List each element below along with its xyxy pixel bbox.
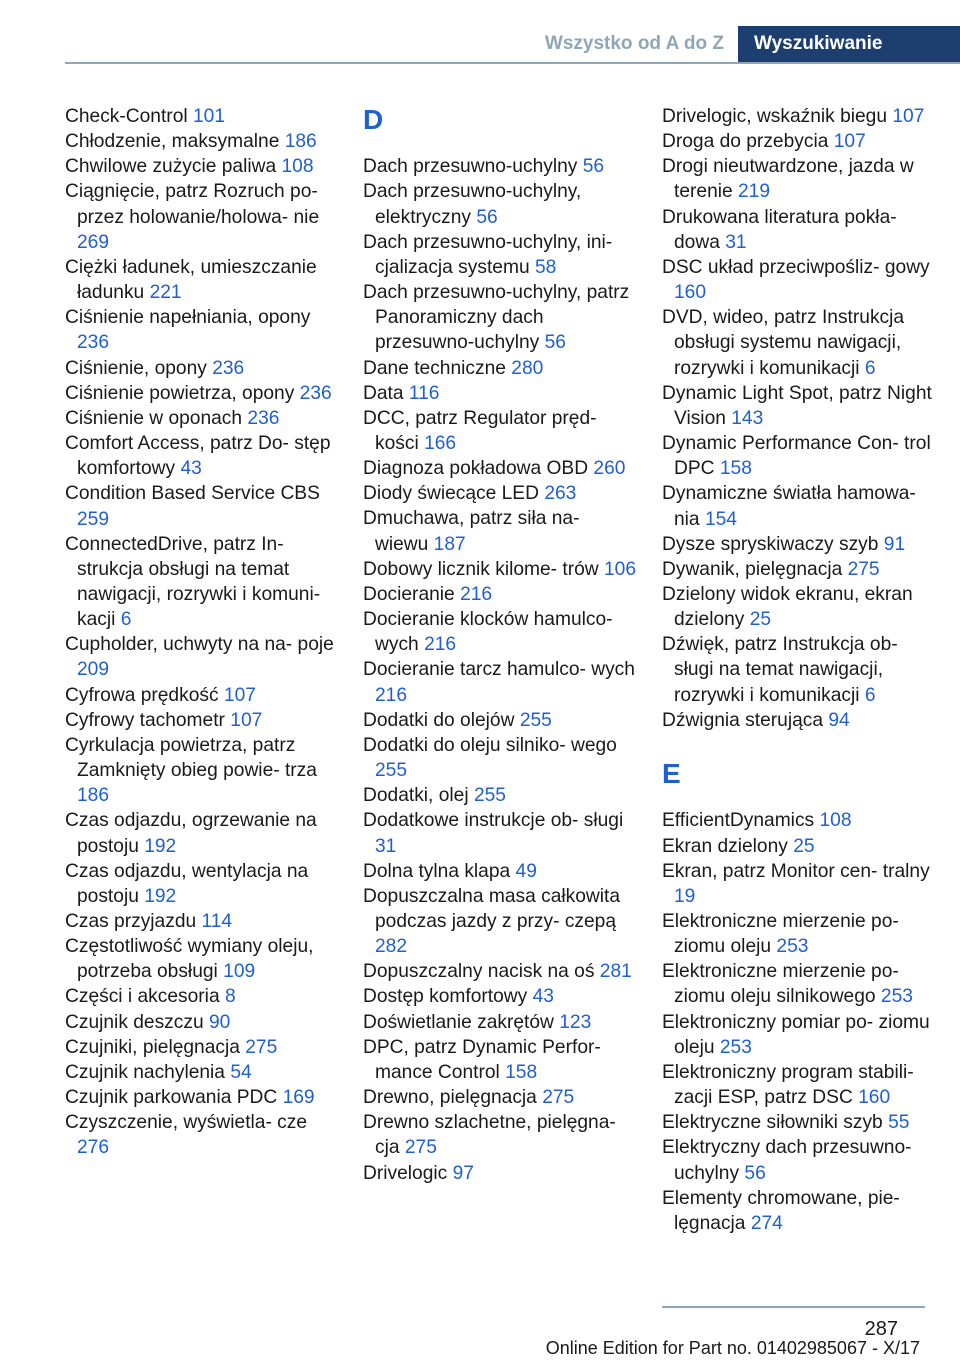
index-page-link[interactable]: 56 xyxy=(476,206,498,228)
index-entry xyxy=(662,859,937,909)
index-entry-term: DVD, wideo, patrz Instrukcja obsługi systemu nawigacji, rozrywki i komunikacji xyxy=(662,307,905,379)
index-entry-term: Ciśnienie napełniania, opony xyxy=(65,307,311,329)
index-entry xyxy=(65,984,340,1009)
index-entry xyxy=(662,481,937,531)
header-tabs xyxy=(529,26,960,62)
index-entry-term: Diagnoza pokładowa OBD xyxy=(363,458,589,480)
index-entry xyxy=(65,708,340,733)
index-page-link[interactable]: 109 xyxy=(223,961,256,983)
index-entry-term: Dach przesuwno-uchylny, patrz Panoramiczny dach przesuwno-uchylny xyxy=(363,282,630,354)
index-page-link[interactable]: 253 xyxy=(776,936,809,958)
index-entry xyxy=(363,1010,638,1035)
index-entry xyxy=(363,733,638,783)
index-entry-term: Dobowy licznik kilome‐ trów xyxy=(363,558,599,580)
index-page-link[interactable]: 19 xyxy=(674,885,696,907)
index-page-link[interactable]: 280 xyxy=(511,357,544,379)
index-entry-term: Dmuchawa, patrz siła na‐ wiewu xyxy=(363,508,580,555)
index-page-link[interactable]: 169 xyxy=(282,1087,315,1109)
index-entry xyxy=(363,984,638,1009)
index-page-link[interactable]: 6 xyxy=(864,357,876,379)
index-page-link[interactable]: 275 xyxy=(404,1137,437,1159)
index-entry xyxy=(662,431,937,481)
index-entry xyxy=(363,783,638,808)
index-entry-term: Dysze spryskiwaczy szyb xyxy=(662,533,879,555)
index-entry xyxy=(662,104,937,129)
footer-divider xyxy=(662,1306,925,1308)
index-page-link[interactable]: 154 xyxy=(704,508,737,530)
index-entry-term: DCC, patrz Regulator pręd‐ kości xyxy=(363,407,597,455)
index-entry xyxy=(363,481,638,506)
index-entry-term: Elektryczny dach przesuwno- uchylny xyxy=(662,1137,912,1184)
index-entry-term: ConnectedDrive, patrz In‐ strukcja obsługi na temat nawigacji, rozrywki i komuni‐ kacji xyxy=(65,533,321,631)
index-column-3 xyxy=(662,104,937,1236)
index-entry-term: Dodatkowe instrukcje ob‐ sługi xyxy=(363,810,624,832)
index-page-link[interactable]: 91 xyxy=(883,533,906,555)
index-entry-term: Comfort Access, patrz Do‐ stęp komfortowy xyxy=(65,433,331,480)
index-column-1 xyxy=(65,104,340,1161)
index-column-2 xyxy=(363,104,638,1186)
index-page-link[interactable]: 253 xyxy=(719,1036,752,1058)
index-page-link[interactable]: 263 xyxy=(544,483,577,505)
index-entry-term: Czas odjazdu, wentylacja na postoju xyxy=(65,860,309,907)
index-entry xyxy=(65,1110,340,1160)
index-entry xyxy=(65,909,340,934)
index-page-link[interactable]: 192 xyxy=(144,835,177,857)
index-entry xyxy=(363,1161,638,1186)
index-page-link[interactable]: 255 xyxy=(473,785,506,807)
index-page-link[interactable]: 259 xyxy=(77,508,110,530)
index-entry-term: Dźwięk, patrz Instrukcja ob‐ sługi na temat nawigacji, rozrywki i komunikacji xyxy=(662,634,898,706)
index-entry-term: Elektroniczny program stabili‐ zacji ESP, patrz DSC xyxy=(662,1061,914,1109)
index-page-link[interactable]: 216 xyxy=(424,634,457,656)
index-entry-term: Elektroniczne mierzenie po‐ ziomu oleju silnikowego xyxy=(662,961,899,1008)
index-entry-term: Ciśnienie, opony xyxy=(65,357,207,379)
index-page-link[interactable]: 236 xyxy=(77,332,110,354)
index-page-link[interactable]: 6 xyxy=(120,609,132,631)
index-entry xyxy=(65,481,340,531)
index-entry xyxy=(65,154,340,179)
index-entry xyxy=(65,632,340,682)
index-entry-term: Docieranie tarcz hamulco‐ wych xyxy=(363,659,635,681)
index-entry xyxy=(363,381,638,406)
index-entry xyxy=(662,1135,937,1185)
index-entry xyxy=(363,456,638,481)
index-page-link[interactable]: 216 xyxy=(375,684,408,706)
index-entry-term: Drewno, pielęgnacja xyxy=(363,1087,537,1109)
index-page-link[interactable]: 49 xyxy=(515,860,537,882)
index-page-link[interactable]: 236 xyxy=(247,407,280,429)
index-entry xyxy=(662,532,937,557)
index-page-link[interactable]: 58 xyxy=(534,256,557,278)
index-page-link[interactable]: 107 xyxy=(223,684,256,706)
index-entry xyxy=(65,1060,340,1085)
index-entry-term: Części i akcesoria xyxy=(65,986,220,1008)
index-entry xyxy=(363,582,638,607)
index-entry-term: Czujniki, pielęgnacja xyxy=(65,1036,240,1058)
index-page-link[interactable]: 275 xyxy=(245,1036,278,1058)
index-page-link[interactable]: 260 xyxy=(593,458,626,480)
index-entry xyxy=(65,1010,340,1035)
index-page-link[interactable]: 108 xyxy=(819,810,852,832)
index-entry-term: Data xyxy=(363,382,404,404)
index-entry-term: Ekran dzielony xyxy=(662,835,788,857)
index-entry xyxy=(363,280,638,355)
index-page-link[interactable]: 56 xyxy=(582,156,605,178)
index-page-link[interactable]: 54 xyxy=(230,1061,252,1083)
page-number: 287 xyxy=(864,1318,898,1340)
index-entry-term: Doświetlanie zakrętów xyxy=(363,1011,554,1033)
index-entry xyxy=(65,431,340,481)
index-entry xyxy=(662,834,937,859)
index-entry xyxy=(363,607,638,657)
active-tab-search[interactable]: Wyszukiwanie xyxy=(738,26,960,62)
index-entry xyxy=(662,305,937,380)
index-page-link[interactable]: 43 xyxy=(180,458,202,480)
index-page-link[interactable]: 192 xyxy=(144,885,177,907)
index-entry-term: Drukowana literatura pokła‐ dowa xyxy=(662,206,897,253)
index-entry-term: Dodatki do olejów xyxy=(363,709,515,731)
index-entry-term: Czujnik parkowania PDC xyxy=(65,1087,278,1109)
index-page-link[interactable]: 160 xyxy=(858,1087,891,1109)
index-entry-term: Ciężki ładunek, umieszczanie ładunku xyxy=(65,256,317,304)
index-page-link[interactable]: 269 xyxy=(77,231,110,253)
index-page-link[interactable]: 123 xyxy=(559,1011,592,1033)
index-page-link[interactable]: 253 xyxy=(880,986,913,1008)
index-page-link[interactable]: 56 xyxy=(744,1162,766,1184)
index-entry-term: Dynamic Light Spot, patrz Night Vision xyxy=(662,382,932,429)
index-entry-term: Check-Control xyxy=(65,106,188,127)
index-entry-term: Częstotliwość wymiany oleju, potrzeba obsługi xyxy=(65,936,314,983)
index-entry xyxy=(363,884,638,959)
index-entry-term: Dzielony widok ekranu, ekran dzielony xyxy=(662,583,913,631)
index-entry xyxy=(363,230,638,280)
index-entry xyxy=(65,934,340,984)
index-entry-term: Cyfrowy tachometr xyxy=(65,709,225,731)
index-page-link[interactable]: 8 xyxy=(224,986,236,1008)
index-entry-term: Dywanik, pielęgnacja xyxy=(662,558,843,580)
index-page-link[interactable]: 106 xyxy=(603,558,636,580)
index-page-link[interactable]: 275 xyxy=(542,1087,575,1109)
index-entry-term: Ciśnienie powietrza, opony xyxy=(65,382,295,404)
index-entry-term: Czas odjazdu, ogrzewanie na postoju xyxy=(65,810,317,857)
index-entry-term: Elementy chromowane, pie‐ lęgnacja xyxy=(662,1187,900,1234)
index-entry-term: Dynamiczne światła hamowa‐ nia xyxy=(662,483,916,530)
index-page-link[interactable]: 90 xyxy=(208,1011,231,1033)
index-entry xyxy=(662,129,937,154)
index-page-link[interactable]: 25 xyxy=(793,835,815,857)
index-entry xyxy=(65,305,340,355)
index-entry xyxy=(363,808,638,858)
index-page-link[interactable]: 216 xyxy=(460,583,493,605)
index-entry-term: Ciągnięcie, patrz Rozruch po‐ przez holowanie/holowa‐ nie xyxy=(65,181,320,228)
index-entry-term: Dach przesuwno-uchylny xyxy=(363,156,578,178)
index-entry xyxy=(65,356,340,381)
index-page-link[interactable]: 108 xyxy=(281,156,314,178)
index-page-link[interactable]: 274 xyxy=(750,1212,783,1234)
index-entry xyxy=(363,959,638,984)
index-entry-term: Dostęp komfortowy xyxy=(363,986,528,1008)
index-page-link[interactable]: 97 xyxy=(452,1162,474,1184)
index-page-link[interactable]: 6 xyxy=(864,684,876,706)
index-entry xyxy=(363,406,638,456)
index-page-link[interactable]: 166 xyxy=(424,433,457,455)
index-entry-term: Dach przesuwno-uchylny, ini‐ cjalizacja systemu xyxy=(363,231,613,278)
index-page-link[interactable]: 186 xyxy=(284,131,317,153)
index-page-link[interactable]: 275 xyxy=(847,558,880,580)
index-entry xyxy=(662,708,937,733)
index-entry-term: Elektroniczne mierzenie po‐ ziomu oleju xyxy=(662,910,899,958)
index-entry-term: EfficientDynamics xyxy=(662,810,815,832)
index-entry xyxy=(65,255,340,305)
index-entry-term: Drewno szlachetne, pielęgna‐ cja xyxy=(363,1112,616,1159)
index-entry-term: Dach przesuwno-uchylny, elektryczny xyxy=(363,181,582,228)
section-tab[interactable]: Wszystko od A do Z xyxy=(544,33,724,54)
index-page-link[interactable]: 158 xyxy=(719,458,752,480)
index-page-link[interactable]: 236 xyxy=(299,382,332,404)
index-page-link[interactable]: 43 xyxy=(532,986,554,1008)
index-page-link[interactable]: 209 xyxy=(77,659,110,681)
index-entry-term: Drogi nieutwardzone, jazda w terenie xyxy=(662,156,914,203)
index-entry xyxy=(662,632,937,707)
index-entry xyxy=(363,1035,638,1085)
index-entry-term: Dolna tylna klapa xyxy=(363,860,511,882)
index-entry-term: Cyfrowa prędkość xyxy=(65,684,219,706)
index-page-link[interactable]: 186 xyxy=(77,785,110,807)
index-entry-term: Docieranie xyxy=(363,583,455,605)
index-page-link[interactable]: 31 xyxy=(375,835,397,857)
index-entry-term: Droga do przebycia xyxy=(662,131,829,153)
index-entry xyxy=(363,859,638,884)
index-page-link[interactable]: 31 xyxy=(725,231,747,253)
index-entry xyxy=(65,808,340,858)
index-entry-term: Dodatki do oleju silniko‐ wego xyxy=(363,734,617,756)
index-entry xyxy=(65,733,340,808)
index-entry xyxy=(662,557,937,582)
index-page-link[interactable]: 276 xyxy=(77,1137,110,1159)
index-page-link[interactable]: 116 xyxy=(408,382,440,404)
index-page-link[interactable]: 158 xyxy=(505,1061,538,1083)
index-entry-term: Czujnik nachylenia xyxy=(65,1061,225,1083)
index-page-link[interactable]: 255 xyxy=(519,709,552,731)
index-entry xyxy=(662,909,937,959)
index-entry xyxy=(65,104,340,129)
index-page-link[interactable]: 107 xyxy=(892,106,925,127)
index-entry-term: Chwilowe zużycie paliwa xyxy=(65,156,277,178)
index-entry xyxy=(65,129,340,154)
index-entry-term: Czas przyjazdu xyxy=(65,911,197,932)
index-entry xyxy=(363,708,638,733)
index-entry-term: Czujnik deszczu xyxy=(65,1011,204,1033)
index-entry-term: DPC, patrz Dynamic Perfor‐ mance Control xyxy=(363,1036,601,1083)
index-page-link[interactable]: 281 xyxy=(599,961,632,983)
index-page-link[interactable]: 187 xyxy=(433,533,466,555)
index-letter-heading: E xyxy=(662,758,681,790)
index-page-link[interactable]: 94 xyxy=(828,709,850,731)
index-entry-term: Dodatki, olej xyxy=(363,785,469,807)
index-entry xyxy=(65,1085,340,1110)
index-page-link[interactable]: 221 xyxy=(149,282,182,304)
index-entry-term: Cyrkulacja powietrza, patrz Zamknięty obieg powie‐ trza xyxy=(65,734,317,782)
index-entry xyxy=(662,154,937,204)
index-entry xyxy=(65,406,340,431)
index-letter-heading: D xyxy=(363,104,384,135)
index-page-link[interactable]: 219 xyxy=(738,181,771,203)
index-page-link[interactable]: 236 xyxy=(212,357,245,379)
index-entry xyxy=(363,154,638,179)
index-entry-term: Dynamic Performance Con‐ trol DPC xyxy=(662,433,931,480)
index-page-link[interactable]: 282 xyxy=(375,936,408,958)
edition-note: Online Edition for Part no. 01402985067 - X/17 xyxy=(545,1338,920,1358)
index-entry-term: Condition Based Service CBS xyxy=(65,483,320,505)
index-entry xyxy=(363,356,638,381)
index-entry xyxy=(65,859,340,909)
index-page-link[interactable]: 255 xyxy=(375,760,408,782)
index-entry xyxy=(662,1110,937,1135)
index-entry xyxy=(363,506,638,556)
index-page-link[interactable]: 25 xyxy=(749,609,772,631)
index-entry-term: DSC układ przeciwpośliz‐ gowy xyxy=(662,256,930,278)
index-entry xyxy=(65,532,340,633)
index-entry xyxy=(363,557,638,582)
index-page-link[interactable]: 101 xyxy=(192,106,225,127)
index-entry-term: Czyszczenie, wyświetla‐ cze xyxy=(65,1112,308,1134)
index-page-link[interactable]: 114 xyxy=(201,911,233,932)
index-entry xyxy=(363,179,638,229)
index-entry-term: Ekran, patrz Monitor cen‐ tralny xyxy=(662,860,930,882)
index-entry-term: Cupholder, uchwyty na na‐ poje xyxy=(65,634,334,656)
index-entry xyxy=(662,1060,937,1110)
index-entry xyxy=(662,959,937,1009)
index-entry xyxy=(363,657,638,707)
index-entry-term: Drivelogic xyxy=(363,1162,448,1184)
index-entry xyxy=(65,381,340,406)
index-entry xyxy=(363,1110,638,1160)
index-entry xyxy=(662,582,937,632)
index-entry-term: Dopuszczalny nacisk na oś xyxy=(363,961,595,983)
index-entry xyxy=(662,255,937,305)
index-entry xyxy=(65,1035,340,1060)
index-entry xyxy=(65,683,340,708)
index-entry xyxy=(662,381,937,431)
index-entry-term: Elektryczne siłowniki szyb xyxy=(662,1112,883,1134)
index-entry xyxy=(662,808,937,833)
index-page-link[interactable]: 56 xyxy=(544,332,566,354)
index-entry xyxy=(662,1010,937,1060)
index-entry xyxy=(65,179,340,254)
index-entry-term: Docieranie klocków hamulco‐ wych xyxy=(363,609,613,656)
index-entry-term: Diody świecące LED xyxy=(363,483,539,505)
index-page-link[interactable]: 160 xyxy=(674,282,707,304)
index-page-link[interactable]: 107 xyxy=(833,131,866,153)
header-divider xyxy=(65,62,960,64)
index-entry-term: Elektroniczny pomiar po‐ ziomu oleju xyxy=(662,1011,930,1058)
index-entry xyxy=(363,1085,638,1110)
index-entry xyxy=(662,205,937,255)
index-page-link[interactable]: 143 xyxy=(731,407,764,429)
index-page-link[interactable]: 107 xyxy=(230,709,263,731)
section-gap xyxy=(662,733,937,758)
index-entry-term: Drivelogic, wskaźnik biegu xyxy=(662,106,888,127)
index-page-link[interactable]: 55 xyxy=(888,1112,910,1134)
index-entry-term: Dźwignia sterująca xyxy=(662,709,824,731)
index-entry-term: Dane techniczne xyxy=(363,357,506,379)
index-entry-term: Dopuszczalna masa całkowita podczas jazdy z przy‐ czepą xyxy=(363,885,621,932)
index-entry-term: Ciśnienie w oponach xyxy=(65,407,243,429)
index-entry-term: Chłodzenie, maksymalne xyxy=(65,131,280,153)
index-entry xyxy=(662,1186,937,1236)
